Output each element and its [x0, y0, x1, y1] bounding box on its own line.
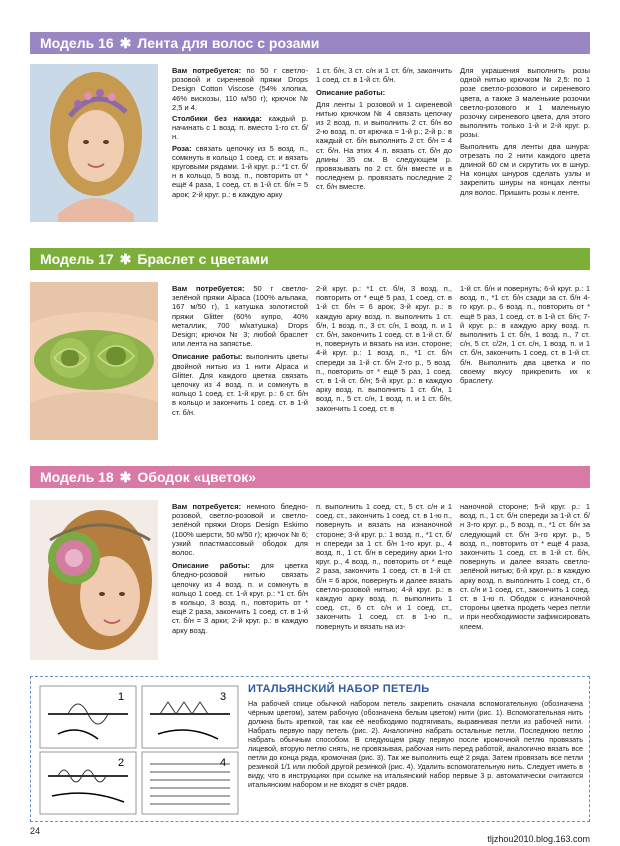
- italian-title: ИТАЛЬЯНСКИЙ НАБОР ПЕТЕЛЬ: [248, 683, 430, 695]
- col2-text: п. выполнить 1 соед. ст., 5 ст. с/н и 1 соед. ст., закончить 1 соед. ст. в 1-ю п., повернуть и вязать на изнаночной стороне; 3-й круг. р.: 1 возд. п., *1 ст. б/н спереди за 1 ст. б/н 1-го круг. р., 4 возд. п., 1 ст. б/н в середину арки 1-го круг. р., 4 возд. п., повторить от * ещё 2 раза, закончить 1 соед. ст. в 1-й ст. б/н = 6 арок, повернуть и далее вязать светло-розовой нитью; 4-й круг. р.: в каждую арку возд. п. выполнить 1 соед. ст., 6 ст. с/н и 1 соед. ст., закончить 1 соед. ст. в 1-ю п., повернуть и вязать на из-: [316, 502, 452, 631]
- model18-name: Ободок «цветок»: [137, 469, 257, 485]
- col3-text2: Выполнить для ленты два шнура: отрезать по 2 нити каждого цвета длиной 60 см и скрутить их в шнур. На концах шнуров сделать узлы и закрепить шнуры на концах ленты для волос. Пришить розы к ленте.: [460, 141, 590, 197]
- star-icon: ✱: [119, 469, 132, 485]
- site-url: tljzhou2010.blog.163.com: [487, 834, 590, 844]
- desc-text: для цветка бледно-розовой нитью связать цепочку из 4 возд. п. и сомкнуть в кольцо 1 соед. ст. 1-й круг. р.: *1 ст. б/н в кольцо, 3 возд. п., повторить от * ещё 2 раза, закончить 1 соед. ст. в 1-й ст. б/н = 3 арки; 2-й круг. р.: в каждую арку возд.: [172, 561, 308, 635]
- fig-label-1: 1: [118, 691, 125, 703]
- model16-col3: [460, 66, 590, 226]
- stitch-text: каждый р. начинать с 1 возд. п. вместо 1-го ст. б/н.: [172, 114, 308, 142]
- rose-text: связать цепочку из 5 возд. п., сомкнуть в кольцо 1 соед. ст. и вязать круговыми рядами. 1-й круг. р.: *1 ст. б/н в кольцо, 5 возд. п., повторить от * ещё 4 раза, 1 соед. ст. в 1-й ст. б/н = 5 арок; 2-й круг. р.: в каждую арку: [172, 143, 308, 199]
- desc-text: Для ленты 1 розовой и 1 сиреневой нитью крючком № 4 связать цепочку из 2 возд. п. и выполнить 2 ст. б/н во 2-ю возд. п. от крючка = 1-й р.; 2-й р.: в каждый ст. б/н выполнить 2 ст. б/н = 4 ст. б/н. На этих 4 п. вязать ст. б/н до длины 35 см. В следующем р. провязывать по 2 ст. б/н вместе и в последнем р. провязать последние 2 ст. б/н вместе.: [316, 99, 452, 192]
- desc-label: Описание работы:: [316, 88, 386, 98]
- model17-title: Модель 17: [40, 251, 114, 267]
- desc-text: выполнить цветы двойной нитью из 1 нити Alpaca и Glitter. Для каждого цветка связать цепочку из 4 возд. п. и сомкнуть в кольцо 1 соед. ст. 1-й круг. р.: 6 ст. б/н в кольцо и закончить 1 соед. ст. в 1-й ст. б/н.: [172, 352, 308, 417]
- desc-label: Описание работы:: [172, 352, 243, 362]
- model17-banner: [30, 248, 590, 270]
- model17-col3: [460, 284, 590, 444]
- model17-col1: [172, 284, 308, 444]
- need-text: немного бледно-розовой, светло-розовой и светло-зелёной пряжи Drops Design Eskimo (100% шерсти, 50 м/50 г); крючок № 6; узкий пластмассовый ободок для волос.: [172, 502, 308, 558]
- star-icon: ✱: [119, 251, 132, 267]
- need-label: Вам потребуется:: [172, 502, 242, 511]
- fig-label-4: 4: [220, 757, 227, 769]
- model18-banner: [30, 466, 590, 488]
- model18-title: Модель 18: [40, 469, 114, 485]
- model16-col1: [172, 66, 308, 226]
- model16-photo: [30, 64, 158, 222]
- col3-text: 1-й ст. б/н и повернуть; 6-й круг. р.: 1 возд. п., *1 ст. б/н сзади за ст. б/н 4-го круг. р., 6 возд. п., повторить от * ещё 5 раз, 1 соед. ст. в 1-й ст. б/н; 7-й круг. р.: в каждую арку возд. п. выполнить 1 ст. б/н, 1 возд. п., 7 ст. с/н, 5 ст. с/2н, 1 ст. с/н, 1 возд. п. и 1 ст. б/н, закончить 1 соед. ст. в 1-й ст. б/н. Выполнить два цветка и по своему вкусу прикрепить их к браслету.: [460, 284, 590, 386]
- model18-col3: [460, 502, 590, 666]
- model16-title: Модель 16: [40, 35, 114, 51]
- fig-label-2: 2: [118, 757, 125, 769]
- model16-banner: [30, 32, 590, 54]
- star-icon: ✱: [119, 35, 132, 51]
- model18-col2: [316, 502, 452, 666]
- italian-text: На рабочей спице обычной набором петель закрепить сначала вспомогательную (обозначена чёрным цветом), затем рабочую (обозначена белым цветом) нити (рис. 1). Вспомогательная нить должна быть крепкой, так как её необходимо подтягивать, выравнивая петли из рабочей нити. Набрать первую пару петель (рис. 2). Аналогично набрать остальные петли. Последнюю петлю набрать обычным способом. В следующем ряду первую после кромочной петлю провязать лицевой, вторую петлю снять, не провязывая, рабочая нить перед работой, аналогично вязать все петли до конца ряда, кромочная (рис. 3). Так же выполнить ещё 2 ряда. Затем провязать все петли резинкой 1/1 или любой другой резинкой (рис. 4). Удалить вспомогательную нить. Следует иметь в виду, что в инструкциях при ссылке на итальянский набор первые 3 р. автоматически считаются итальянским набором и не входят в счёт рядов.: [248, 699, 583, 789]
- fig-label-3: 3: [220, 691, 227, 703]
- col3-text: наночной стороне; 5-й круг. р.: 1 возд. п., 1 ст. б/н спереди за 1-й ст. б/н 3-го круг. р., 5 возд. п., *1 ст. б/н за следующий ст. б/н 3-го круг. р., 5 возд. п., повторить от * ещё 4 раза, закончить 1 соед. ст. в 1-й ст. б/н, повернуть и далее вязать светло-зелёной нитью; 6-й круг. р.: в каждую арку возд. п. выполнить 1 соед. ст., 6 ст. с/н и 1 соед. ст., закончить 1 соед. ст. в 1-ю п. Ободок с изнаночной стороны цветка продеть через петли и при необходимости зафиксировать клеем.: [460, 502, 590, 631]
- model17-name: Браслет с цветами: [137, 251, 269, 267]
- need-text: 50 г светло-зелёной пряжи Alpaca (100% альпака, 167 м/50 г), 1 катушка золотистой пряжи Glitter (60% купро, 40% металлик, 700 м/катушка) Drops Design; крючок № 3; любой браслет или лента на запястье.: [172, 284, 308, 349]
- need-label: Вам потребуется:: [172, 66, 242, 75]
- model17-photo: [30, 282, 158, 440]
- need-text: по 50 г светло-розовой и сиреневой пряжи Drops Design Cotton Viscose (54% хлопка, 46% вискозы, 110 м/50 г); крючок № 2,5 и 4.: [172, 66, 308, 112]
- italian-figures: [38, 684, 240, 816]
- stitch-label: Столбики без накида:: [172, 114, 262, 124]
- model17-col2: [316, 284, 452, 444]
- model18-col1: [172, 502, 308, 666]
- col2-text: 2-й круг. р.: *1 ст. б/н, 3 возд. п., повторить от * ещё 5 раз, 1 соед. ст. в 1-й ст. б/н = 6 арок; 3-й круг. р.: в каждую арку возд. п. выполнить 1 ст. б/н, 1 возд. п., 3 ст. с/н, 1 возд. п. и 1 ст. б/н, закончить 1 соед. ст. в 1-й ст. б/н, повернуть и вязать на изн. стороне; 4-й круг. р.: 1 возд. п., *1 ст. б/н спереди за 1-й ст. б/н 2-го р., 5 возд. п., повторить от * ещё 5 раз, 1 соед. ст. в 1-й ст. б/н; 5-й круг. р.: в каждую арку возд. п. выполнить 1 ст. б/н, 1 возд. п., 5 ст. с/н, 1 возд. п. и 1 ст. б/н, закончить 1 соед. ст. в: [316, 284, 452, 413]
- model18-photo: [30, 500, 158, 660]
- rose-label: Роза:: [172, 143, 192, 153]
- col3-text1: Для украшения выполнить розы одной нитью крючком № 2,5: по 1 розе светло-розового и сиреневого цвета, а также 3 маленькие розочки светло-розового и 1 маленькую розочку сиреневого цвета, для этого выполнить только 1-й и 2-й круг. р. розы.: [460, 66, 590, 140]
- need-label: Вам потребуется:: [172, 284, 245, 293]
- model16-col2: [316, 66, 452, 226]
- model16-name: Лента для волос с розами: [137, 35, 320, 51]
- page-number: 24: [30, 826, 41, 836]
- col2-intro: 1 ст. б/н, 3 ст. с/н и 1 ст. б/н, закончить 1 соед. ст. в 1-й ст. б/н.: [316, 66, 452, 85]
- desc-label: Описание работы:: [172, 561, 251, 571]
